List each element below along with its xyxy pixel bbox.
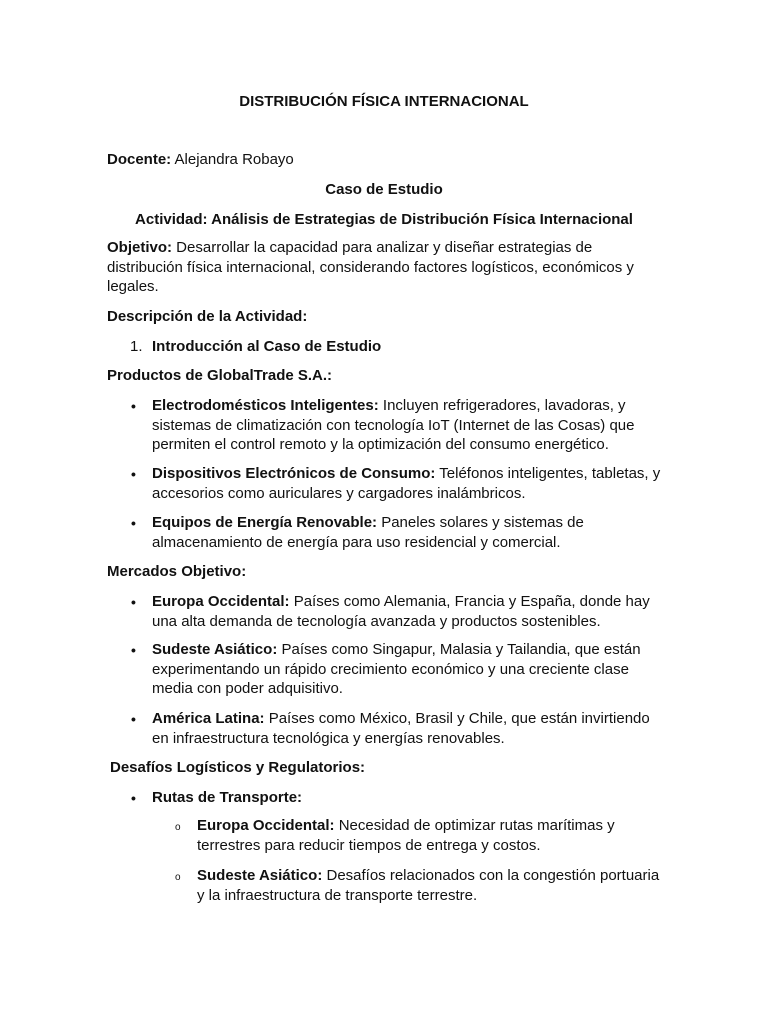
activity-heading: Actividad: Análisis de Estrategias de Distribución Física Internacional (135, 211, 633, 228)
route-label: Sudeste Asiático: (197, 867, 323, 884)
circle-bullet-icon: o (175, 822, 181, 833)
bullet-icon: • (131, 594, 136, 610)
route-label: Europa Occidental: (197, 817, 335, 834)
route-item (197, 866, 667, 905)
numbered-item-text: Introducción al Caso de Estudio (152, 338, 382, 355)
route-item (197, 816, 667, 855)
teacher-name: Alejandra Robayo (171, 151, 294, 168)
markets-heading: Mercados Objetivo: (107, 563, 247, 580)
market-label: América Latina: (152, 710, 265, 727)
description-heading: Descripción de la Actividad: (107, 308, 308, 325)
product-text: Incluyen refrigeradores, lavadoras, y sistemas de climatización con tecnología IoT (Internet de las Cosas) que permiten el control remoto y la optimización del consumo energético. (152, 397, 635, 453)
bullet-icon: • (131, 642, 136, 658)
circle-bullet-icon: o (175, 872, 181, 883)
route-text: Desafíos relacionados con la congestión portuaria y la infraestructura de transporte terrestre. (197, 867, 660, 904)
products-heading: Productos de GlobalTrade S.A.: (107, 367, 333, 384)
product-item (152, 464, 662, 503)
market-label: Sudeste Asiático: (152, 641, 278, 658)
product-label: Electrodomésticos Inteligentes: (152, 397, 379, 414)
product-text: Paneles solares y sistemas de almacenamiento de energía para uso residencial y comercial. (152, 514, 584, 551)
product-item (152, 513, 662, 552)
product-item (152, 396, 662, 455)
product-text: Teléfonos inteligentes, tabletas, y accesorios como auriculares y cargadores inalámbricos. (152, 465, 661, 502)
teacher-line (107, 150, 667, 170)
market-item (152, 709, 662, 748)
bullet-icon: • (131, 466, 136, 482)
numbered-item-number: 1. (130, 338, 143, 355)
bullet-icon: • (131, 790, 136, 806)
teacher-label: Docente: (107, 151, 172, 168)
product-label: Equipos de Energía Renovable: (152, 514, 378, 531)
market-label: Europa Occidental: (152, 593, 290, 610)
market-text: Países como Alemania, Francia y España, donde hay una alta demanda de tecnología avanzada y productos sostenibles. (152, 593, 650, 630)
bullet-icon: • (131, 398, 136, 414)
objective-label: Objetivo: (107, 239, 173, 256)
market-item (152, 592, 662, 631)
bullet-icon: • (131, 711, 136, 727)
route-text: Necesidad de optimizar rutas marítimas y terrestres para reducir tiempos de entrega y costos. (197, 817, 615, 854)
objective-text: Desarrollar la capacidad para analizar y diseñar estrategias de distribución física internacional, considerando factores logísticos, económicos y legales. (107, 239, 634, 295)
challenge-item: Rutas de Transporte: (152, 789, 303, 806)
market-item (152, 640, 662, 699)
challenges-heading: Desafíos Logísticos y Regulatorios: (110, 759, 366, 776)
market-text: Países como México, Brasil y Chile, que están invirtiendo en infraestructura tecnológica y energías renovables. (152, 710, 650, 747)
document-title: DISTRIBUCIÓN FÍSICA INTERNACIONAL (239, 93, 529, 110)
bullet-icon: • (131, 515, 136, 531)
case-heading: Caso de Estudio (325, 181, 443, 198)
numbered-item (130, 337, 690, 357)
objective-paragraph (107, 238, 647, 297)
product-label: Dispositivos Electrónicos de Consumo: (152, 465, 436, 482)
market-text: Países como Singapur, Malasia y Tailandia, que están experimentando un rápido crecimiento económico y una creciente clase media con poder adquisitivo. (152, 641, 641, 697)
